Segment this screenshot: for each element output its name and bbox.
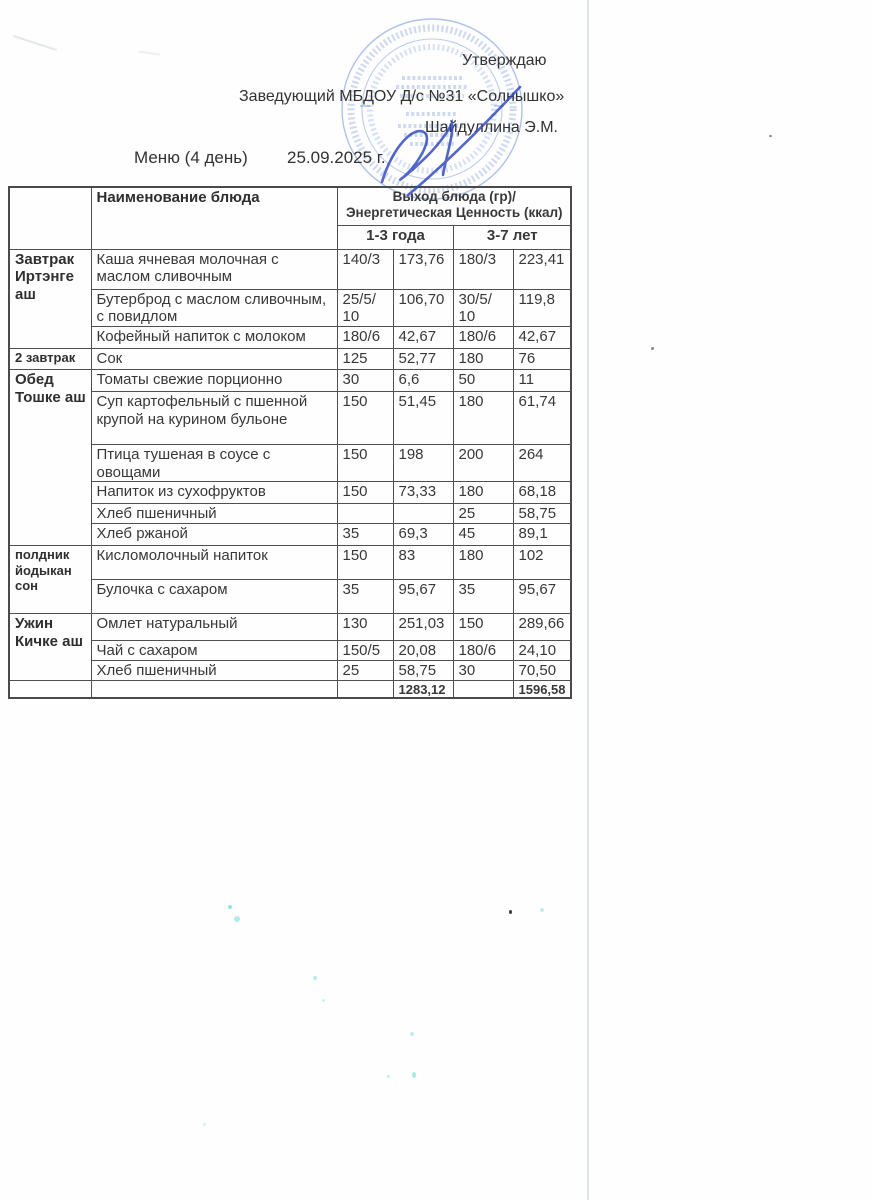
table-row <box>9 546 571 580</box>
table-row <box>9 524 571 546</box>
portion-1-3: 150 <box>337 391 393 444</box>
table-row <box>9 326 571 348</box>
portion-1-3: 130 <box>337 614 393 641</box>
kcal-3-7: 70,50 <box>513 660 571 680</box>
portion-3-7: 25 <box>453 504 513 524</box>
meal-section-snack: полдник йодыкан сон <box>9 546 91 614</box>
dish-name: Булочка с сахаром <box>91 580 337 614</box>
scan-smudge <box>138 50 160 55</box>
kcal-1-3: 95,67 <box>393 580 453 614</box>
paper-edge-shadow <box>587 0 589 1200</box>
kcal-3-7: 58,75 <box>513 504 571 524</box>
kcal-1-3: 198 <box>393 444 453 481</box>
kcal-3-7: 24,10 <box>513 641 571 661</box>
table-row <box>9 348 571 369</box>
dish-name: Томаты свежие порционно <box>91 369 337 391</box>
menu-table <box>8 186 572 699</box>
kcal-1-3: 173,76 <box>393 249 453 289</box>
total-kcal-3-7: 1596,58 <box>513 680 571 698</box>
empty-cell <box>453 680 513 698</box>
portion-1-3: 35 <box>337 524 393 546</box>
table-row <box>9 289 571 326</box>
totals-row <box>9 680 571 698</box>
age-group-1-3: 1-3 года <box>337 225 453 249</box>
table-row <box>9 580 571 614</box>
approve-label: Утверждаю <box>462 52 547 69</box>
category-header-cell <box>9 187 91 249</box>
kcal-1-3: 73,33 <box>393 482 453 504</box>
kcal-1-3: 251,03 <box>393 614 453 641</box>
kcal-3-7: 102 <box>513 546 571 580</box>
kcal-3-7: 89,1 <box>513 524 571 546</box>
portion-1-3: 150/5 <box>337 641 393 661</box>
kcal-3-7: 95,67 <box>513 580 571 614</box>
dish-name: Хлеб пшеничный <box>91 504 337 524</box>
director-name: Шайдуллина Э.М. <box>425 119 558 136</box>
menu-date: 25.09.2025 г. <box>287 148 386 167</box>
meal-section-breakfast: Завтрак Иртэнге аш <box>9 249 91 348</box>
portion-1-3: 25/5/ 10 <box>337 289 393 326</box>
portion-3-7: 180 <box>453 546 513 580</box>
portion-3-7: 30 <box>453 660 513 680</box>
table-row <box>9 482 571 504</box>
portion-3-7: 200 <box>453 444 513 481</box>
empty-cell <box>9 680 91 698</box>
kcal-1-3: 51,45 <box>393 391 453 444</box>
kcal-1-3: 42,67 <box>393 326 453 348</box>
portion-3-7: 180 <box>453 348 513 369</box>
director-line: Заведующий МБДОУ Д/с №31 «Солнышко» <box>239 88 565 105</box>
kcal-3-7: 68,18 <box>513 482 571 504</box>
dish-name: Каша ячневая молочная с маслом сливочным <box>91 249 337 289</box>
value-header: Выход блюда (гр)/Энергетическая Ценность (ккал) <box>337 187 571 225</box>
dish-name: Кофейный напиток с молоком <box>91 326 337 348</box>
meal-section-second-breakfast: 2 завтрак <box>9 348 91 369</box>
signature <box>352 76 530 204</box>
portion-1-3: 125 <box>337 348 393 369</box>
portion-1-3: 35 <box>337 580 393 614</box>
kcal-3-7: 42,67 <box>513 326 571 348</box>
dish-name: Суп картофельный с пшенной крупой на курином бульоне <box>91 391 337 444</box>
table-row <box>9 369 571 391</box>
portion-3-7: 180/6 <box>453 641 513 661</box>
kcal-1-3: 106,70 <box>393 289 453 326</box>
portion-3-7: 50 <box>453 369 513 391</box>
kcal-3-7: 11 <box>513 369 571 391</box>
portion-1-3: 150 <box>337 546 393 580</box>
kcal-3-7: 264 <box>513 444 571 481</box>
kcal-1-3: 58,75 <box>393 660 453 680</box>
total-kcal-1-3: 1283,12 <box>393 680 453 698</box>
portion-1-3: 180/6 <box>337 326 393 348</box>
portion-3-7: 35 <box>453 580 513 614</box>
empty-cell <box>91 680 337 698</box>
kcal-3-7: 223,41 <box>513 249 571 289</box>
table-row <box>9 660 571 680</box>
kcal-1-3: 20,08 <box>393 641 453 661</box>
portion-1-3: 30 <box>337 369 393 391</box>
kcal-1-3 <box>393 504 453 524</box>
kcal-3-7: 289,66 <box>513 614 571 641</box>
table-row <box>9 391 571 444</box>
portion-1-3 <box>337 504 393 524</box>
dish-name: Хлеб ржаной <box>91 524 337 546</box>
kcal-3-7: 61,74 <box>513 391 571 444</box>
age-group-3-7: 3-7 лет <box>453 225 571 249</box>
kcal-1-3: 52,77 <box>393 348 453 369</box>
dish-name: Омлет натуральный <box>91 614 337 641</box>
portion-1-3: 150 <box>337 444 393 481</box>
dish-name-header: Наименование блюда <box>91 187 337 249</box>
portion-3-7: 180 <box>453 482 513 504</box>
meal-section-lunch: Обед Тошке аш <box>9 369 91 545</box>
dish-name: Чай с сахаром <box>91 641 337 661</box>
menu-title: Меню (4 день) <box>134 148 248 167</box>
portion-3-7: 180/6 <box>453 326 513 348</box>
portion-1-3: 140/3 <box>337 249 393 289</box>
portion-3-7: 180 <box>453 391 513 444</box>
dish-name: Хлеб пшеничный <box>91 660 337 680</box>
portion-1-3: 25 <box>337 660 393 680</box>
portion-3-7: 30/5/ 10 <box>453 289 513 326</box>
dish-name: Птица тушеная в соусе с овощами <box>91 444 337 481</box>
portion-3-7: 45 <box>453 524 513 546</box>
kcal-1-3: 69,3 <box>393 524 453 546</box>
dish-name: Бутерброд с маслом сливочным, с повидлом <box>91 289 337 326</box>
dish-name: Кисломолочный напиток <box>91 546 337 580</box>
table-row <box>9 504 571 524</box>
table-row <box>9 249 571 289</box>
table-row <box>9 444 571 481</box>
kcal-1-3: 6,6 <box>393 369 453 391</box>
kcal-3-7: 119,8 <box>513 289 571 326</box>
meal-section-dinner: Ужин Кичке аш <box>9 614 91 680</box>
dish-name: Сок <box>91 348 337 369</box>
portion-1-3: 150 <box>337 482 393 504</box>
table-row <box>9 641 571 661</box>
table-row <box>9 614 571 641</box>
kcal-1-3: 83 <box>393 546 453 580</box>
empty-cell <box>337 680 393 698</box>
scan-smudge <box>13 35 57 51</box>
portion-3-7: 150 <box>453 614 513 641</box>
portion-3-7: 180/3 <box>453 249 513 289</box>
kcal-3-7: 76 <box>513 348 571 369</box>
dish-name: Напиток из сухофруктов <box>91 482 337 504</box>
